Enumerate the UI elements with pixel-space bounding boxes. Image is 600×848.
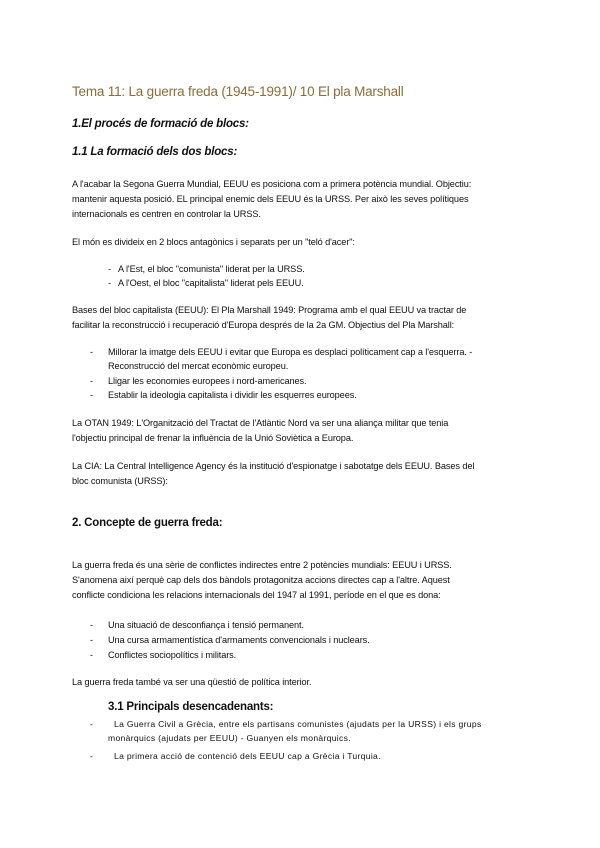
list-item-text: Una cursa armamentística d'armaments convencionals i nuclears.: [108, 635, 370, 645]
text-line: Bases del bloc capitalista (EEUU): El Pla Marshall 1949: Programa amb el qual EEUU va tractar de: [72, 305, 467, 315]
list-item-text: A l'Est, el bloc "comunista" liderat per la URSS.: [118, 264, 305, 274]
paragraph-otan: [72, 416, 532, 446]
bullet-marker: -: [108, 264, 111, 274]
text-line: mantenir aquesta posició. EL principal enemic dels EEUU és la URSS. Per això les seves polítiques: [72, 194, 469, 205]
document-title: Tema 11: La guerra freda (1945-1991)/ 10 El pla Marshall: [72, 84, 404, 99]
list-item-text: Establir la ideologia capitalista i dividir les esquerres europees.: [108, 390, 357, 400]
text-line: bloc comunista (URSS):: [72, 476, 168, 487]
text-line: El món es divideix en 2 blocs antagònics i separats per un "teló d'acer":: [72, 237, 355, 247]
bullet-marker: -: [90, 719, 94, 729]
text-line: facilitar la reconstrucció i recuperació d'Europa després de la 2a GM. Objectius del Pla Marshall:: [72, 320, 455, 331]
text-line: conflicte condiciona les relacions internacionals del 1947 al 1991, període en el que es dona:: [72, 590, 441, 601]
text-line: internacionals es centren en controlar la URSS.: [72, 209, 261, 220]
list-item-text: Lligar les economies europees i nord-americanes.: [108, 376, 307, 386]
bullet-marker: -: [90, 635, 93, 645]
list-item-text-cont: Reconstrucció del mercat econòmic europeu.: [108, 361, 289, 371]
bullet-marker: -: [90, 376, 93, 386]
section2-heading: 2. Concepte de guerra freda:: [72, 517, 223, 529]
text-line: S'anomena així perquè cap dels dos bàndols protagonitza accions directes cap a l'altre. Aquest: [72, 575, 450, 586]
text-line: La guerra freda també va ser una qüestió de política interior.: [72, 677, 312, 687]
text-line: La CIA: La Central Intelligence Agency és la institució d'espionatge i sabotatge dels EEUU. Bases del: [72, 461, 475, 471]
section1-1-heading: 1.1 La formació dels dos blocs:: [72, 146, 238, 158]
list-item-text: Una situació de desconfiança i tensió permanent.: [108, 620, 304, 630]
bullet-marker: -: [90, 751, 94, 761]
paragraph-pla-marshall: [72, 303, 532, 333]
list-item-text: Conflictes sociopolítics i militars.: [108, 650, 237, 660]
text-line: La OTAN 1949: L'Organització del Tractat de l'Atlàntic Nord va ser una aliança militar que tenia: [72, 418, 449, 428]
section3-1-heading: 3.1 Principals desencadenants:: [108, 701, 274, 713]
paragraph-blocs: [72, 235, 532, 250]
section1-heading: 1.El procés de formació de blocs:: [72, 118, 249, 130]
paragraph-guerra-freda: [72, 558, 532, 604]
text-line: La guerra freda és una sèrie de conflictes indirectes entre 2 potències mundials: EEUU i URSS.: [72, 560, 452, 570]
bullet-marker: -: [90, 620, 93, 630]
paragraph-intro: [72, 177, 532, 223]
paragraph-politica-interior: [72, 675, 532, 690]
list-item-text: A l'Oest, el bloc "capitalista" liderat pels EEUU.: [118, 278, 304, 288]
bullet-marker: -: [108, 278, 111, 288]
list-item-text-cont: monàrquics (ajudats per EEUU) - Guanyen els monàrquics.: [108, 733, 351, 743]
bullet-marker: -: [90, 390, 93, 400]
list-item-text: Millorar la imatge dels EEUU i evitar que Europa es desplaci políticament cap a l'esquerra. -: [108, 347, 473, 357]
text-line: A l'acabar la Segona Guerra Mundial, EEUU es posiciona com a primera potència mundial. Objectiu:: [72, 179, 472, 189]
text-line: l'objectiu principal de frenar la influència de la Unió Soviètica a Europa.: [72, 433, 354, 444]
bullet-marker: -: [90, 347, 93, 357]
list-item-text: La Guerra Civil a Grècia, entre els partisans comunistes (ajudats per la URSS) i els grups: [114, 719, 482, 729]
bullet-marker: -: [90, 650, 93, 660]
paragraph-cia: [72, 459, 532, 489]
list-item-text: La primera acció de contenció dels EEUU cap a Grècia i Turquia.: [114, 751, 381, 761]
